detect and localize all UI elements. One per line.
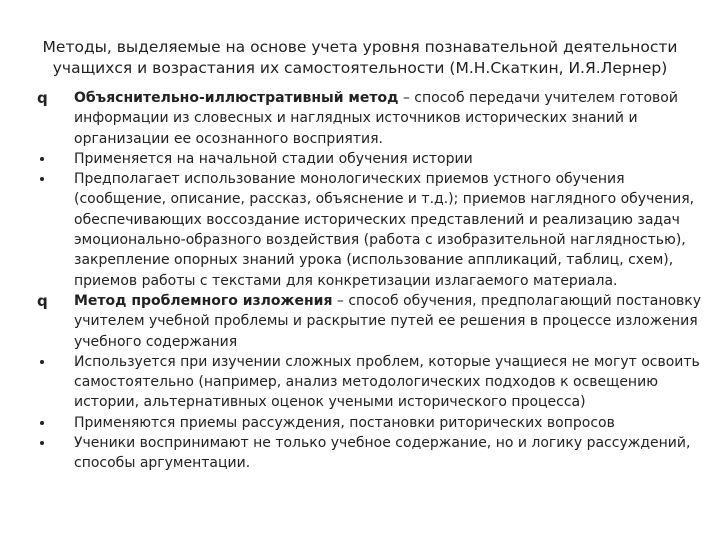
bullet-icon bbox=[40, 177, 44, 181]
item-line: истории, альтернативных оценок учеными исторического процесса) bbox=[74, 394, 586, 411]
list-item bbox=[0, 413, 720, 433]
item-line bbox=[74, 88, 682, 108]
item-line: информации из словесных и наглядных источников исторических знаний и bbox=[74, 110, 638, 127]
item-line: Используется при изучении сложных проблем, которые учащиеся не могут освоить bbox=[74, 353, 700, 370]
item-line: учителем учебной проблемы и раскрытие путей ее решения в процессе изложения bbox=[74, 313, 698, 330]
item-line: организации ее осознанного восприятия. bbox=[74, 130, 383, 147]
marker bbox=[0, 149, 74, 169]
item-line bbox=[74, 291, 702, 311]
item-line: обеспечивающих воссоздание исторических представлений и реализацию задач bbox=[74, 211, 680, 228]
bullet-icon bbox=[40, 441, 44, 445]
item-line: способы аргументации. bbox=[74, 455, 251, 472]
q-marker-icon: q bbox=[37, 89, 48, 107]
item-line: Предполагает использование монологических приемов устного обучения bbox=[74, 171, 625, 188]
item-line: Применяется на начальной стадии обучения истории bbox=[74, 150, 473, 167]
title-line: Методы, выделяемые на основе учета уровня познавательной деятельности bbox=[42, 38, 678, 56]
method-term: Объяснительно-иллюстративный метод bbox=[74, 90, 399, 106]
list-item bbox=[0, 169, 720, 291]
item-line: (сообщение, описание, рассказ, объяснение и т.д.); приемов наглядного обучения, bbox=[74, 191, 695, 208]
method-term: Метод проблемного изложения bbox=[74, 292, 333, 309]
marker bbox=[0, 433, 74, 453]
item-line: учебного содержания bbox=[74, 333, 238, 350]
bullet-icon bbox=[40, 421, 44, 425]
item-line: самостоятельно (например, анализ методологических подходов к освещению bbox=[74, 374, 658, 391]
item-line-rest: – способ передачи учителем готовой bbox=[398, 90, 678, 106]
item-line: Применяются приемы рассуждения, постановки риторических вопросов bbox=[74, 414, 615, 431]
title-line: учащихся и возрастания их самостоятельности (М.Н.Скаткин, И.Я.Лернер) bbox=[52, 59, 668, 77]
marker bbox=[0, 352, 74, 372]
list-item bbox=[0, 433, 720, 474]
marker bbox=[0, 413, 74, 433]
item-line: Ученики воспринимают не только учебное содержание, но и логику рассуждений, bbox=[74, 435, 691, 452]
bullet-icon bbox=[40, 360, 44, 364]
bullet-icon bbox=[40, 157, 44, 161]
list-item bbox=[0, 352, 720, 413]
marker bbox=[0, 169, 74, 189]
list-item bbox=[0, 88, 720, 149]
slide-title bbox=[40, 37, 680, 79]
list-item bbox=[0, 291, 720, 352]
item-line: эмоционально-образного воздействия (работа с изобразительной наглядностью), bbox=[74, 232, 686, 249]
item-line: приемов работы с текстами для конкретизации излагаемого материала. bbox=[74, 272, 618, 289]
marker bbox=[0, 88, 74, 108]
item-line-rest: – способ обучения, предполагающий постановку bbox=[332, 292, 702, 309]
q-marker-icon: q bbox=[37, 291, 48, 310]
item-line: закрепление опорных знаний урока (использование аппликаций, таблиц, схем), bbox=[74, 252, 674, 269]
list-item bbox=[0, 149, 720, 169]
marker bbox=[0, 291, 74, 311]
method-list bbox=[0, 88, 720, 474]
